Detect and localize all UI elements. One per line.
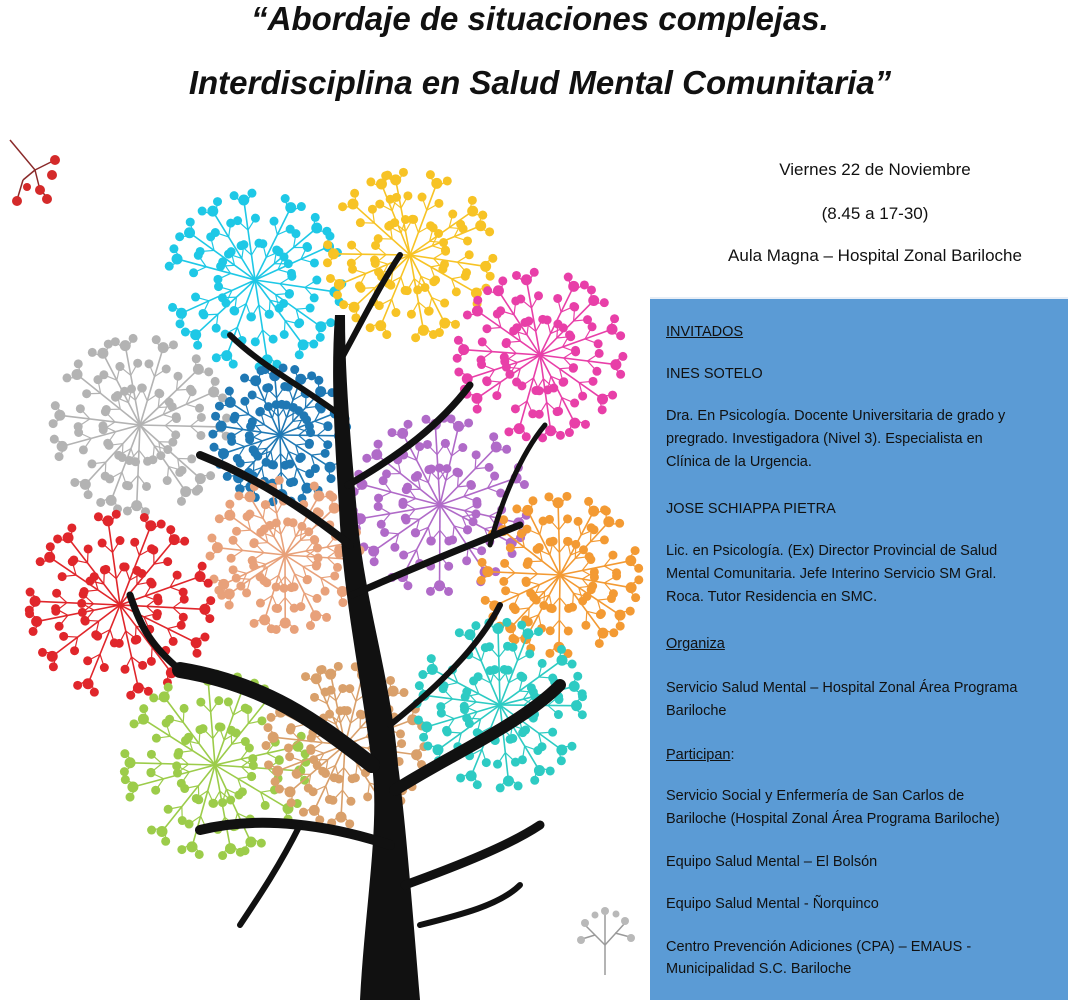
participan-heading-text: Participan (666, 747, 731, 763)
guest-bio-line: Dra. En Psicología. Docente Universitaria de grado y (666, 408, 1006, 424)
participan-heading (666, 744, 1062, 767)
colorful-tree-illustration (0, 125, 650, 1000)
participant-line: Equipo Salud Mental - Ñorquinco (666, 896, 879, 912)
participant-line: Equipo Salud Mental – El Bolsón (666, 854, 878, 870)
guest-bio-line: Roca. Tutor Residencia en SMC. (666, 589, 878, 605)
guests-panel (650, 297, 1068, 1000)
participant-line: Servicio Social y Enfermería de San Carlos de (666, 788, 965, 804)
title-line-2: Interdisciplina en Salud Mental Comunitaria” (188, 64, 892, 101)
organiza-text-line: Servicio Salud Mental – Hospital Zonal Área Programa (666, 680, 1018, 696)
title-line-1: “Abordaje de situaciones complejas. (251, 0, 829, 37)
guest-name-schiappa: JOSE SCHIAPPA PIETRA (666, 501, 836, 517)
participant-line: Bariloche (Hospital Zonal Área Programa Bariloche) (666, 811, 1000, 827)
participant-line: Centro Prevención Adiciones (CPA) – EMAUS - (666, 939, 972, 955)
organiza-heading: Organiza (666, 636, 725, 652)
guest-bio-line: Mental Comunitaria. Jefe Interino Servicio SM Gral. (666, 566, 997, 582)
event-place: Aula Magna – Hospital Zonal Bariloche (728, 246, 1022, 265)
participan-colon: : (730, 747, 735, 763)
organiza-text-line: Bariloche (666, 703, 727, 719)
event-date: Viernes 22 de Noviembre (779, 160, 971, 179)
participant-line: Municipalidad S.C. Bariloche (666, 961, 852, 977)
event-time: (8.45 a 17-30) (821, 204, 929, 223)
invitados-heading: INVITADOS (666, 324, 744, 340)
guest-bio-line: pregrado. Investigadora (Nivel 3). Especialista en (666, 431, 983, 447)
guest-bio-line: Clínica de la Urgencia. (666, 454, 812, 470)
guest-bio-line: Lic. en Psicología. (Ex) Director Provincial de Salud (666, 543, 998, 559)
guest-name-sotelo: INES SOTELO (666, 366, 763, 382)
